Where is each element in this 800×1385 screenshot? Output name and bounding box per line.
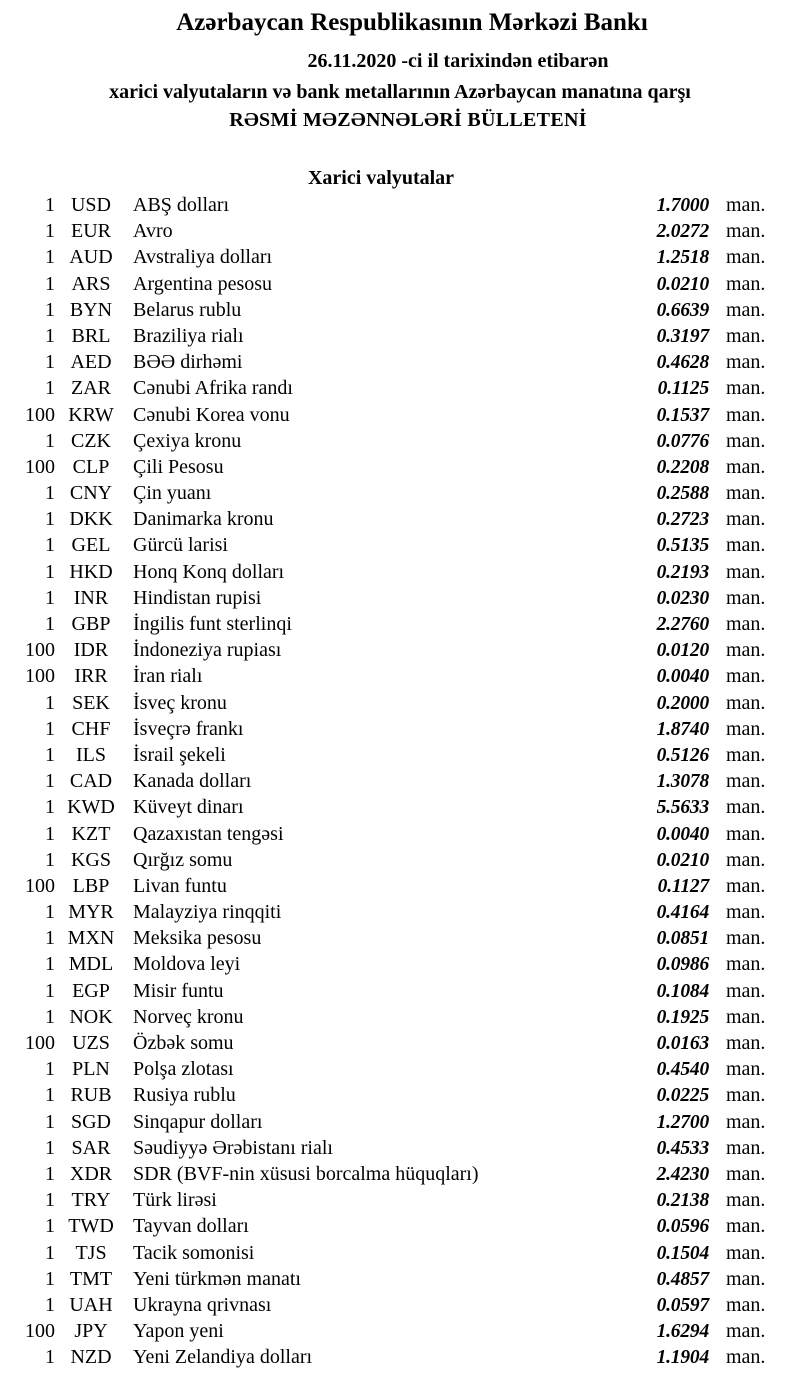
currency-name: Yeni türkmən manatı	[133, 1267, 301, 1290]
currency-quantity: 1	[45, 1110, 55, 1133]
currency-row	[0, 1082, 800, 1108]
currency-row	[0, 716, 800, 742]
rate-unit-label: man.	[726, 665, 766, 688]
currency-row	[0, 1187, 800, 1213]
rate-unit-label: man.	[726, 1241, 766, 1264]
currency-code: EGP	[72, 979, 110, 1002]
currency-quantity: 1	[45, 586, 55, 609]
currency-quantity: 1	[45, 1267, 55, 1290]
currency-name: Tacik somonisi	[133, 1241, 255, 1264]
currency-quantity: 100	[25, 874, 55, 897]
currency-rate: 0.4533	[656, 1137, 709, 1159]
currency-quantity: 1	[45, 796, 55, 819]
currency-code: NOK	[69, 1005, 113, 1028]
currency-rate: 0.0596	[656, 1216, 709, 1238]
currency-rate: 0.5135	[656, 535, 709, 557]
currency-row	[0, 821, 800, 847]
currency-row	[0, 1135, 800, 1161]
currency-rate: 1.2700	[656, 1111, 709, 1133]
currency-rate: 0.0040	[656, 823, 709, 845]
currency-rate: 0.0120	[656, 640, 709, 662]
currency-name: Polşa zlotası	[133, 1058, 234, 1081]
currency-quantity: 1	[45, 534, 55, 557]
currency-quantity: 100	[25, 1320, 55, 1343]
currency-quantity: 1	[45, 194, 55, 216]
currency-row	[0, 297, 800, 323]
rate-unit-label: man.	[726, 508, 766, 531]
currency-quantity: 1	[45, 822, 55, 845]
currency-row	[0, 454, 800, 480]
currency-row	[0, 375, 800, 401]
currency-row	[0, 323, 800, 349]
rate-unit-label: man.	[726, 1136, 766, 1159]
currency-row	[0, 1030, 800, 1056]
currency-row	[0, 244, 800, 270]
currency-quantity: 1	[45, 691, 55, 714]
currency-rate: 0.0230	[656, 587, 709, 609]
currency-quantity: 1	[45, 1084, 55, 1107]
currency-rate: 0.3197	[656, 325, 709, 347]
currency-row	[0, 271, 800, 297]
currency-row	[0, 951, 800, 977]
currency-rate: 5.5633	[656, 797, 709, 819]
currency-code: XDR	[69, 1162, 113, 1185]
currency-quantity: 100	[25, 665, 55, 688]
currency-rate: 1.3078	[656, 771, 709, 793]
rate-unit-label: man.	[726, 586, 766, 609]
rate-unit-label: man.	[726, 717, 766, 740]
currency-code: CHF	[71, 717, 111, 740]
currency-quantity: 1	[45, 770, 55, 793]
currency-name: Küveyt dinarı	[133, 796, 244, 819]
currency-rate: 0.5126	[656, 744, 709, 766]
rate-unit-label: man.	[726, 429, 766, 452]
currency-code: ILS	[76, 743, 106, 766]
currency-rate: 2.0272	[656, 221, 709, 243]
currency-row	[0, 585, 800, 611]
currency-code: JPY	[74, 1320, 108, 1343]
currency-code: SGD	[70, 1110, 111, 1133]
currency-quantity: 1	[45, 351, 55, 374]
currency-rate: 1.2518	[656, 247, 709, 269]
rate-unit-label: man.	[726, 848, 766, 871]
currency-name: Gürcü larisi	[133, 534, 228, 557]
currency-code: USD	[70, 194, 111, 216]
currency-rate: 1.8740	[656, 718, 709, 740]
currency-quantity: 1	[45, 927, 55, 950]
rate-unit-label: man.	[726, 1005, 766, 1028]
currency-quantity: 1	[45, 482, 55, 505]
currency-name: Avstraliya dolları	[133, 246, 273, 269]
currency-name: Cənubi Afrika randı	[133, 377, 293, 400]
currency-code: UZS	[72, 1032, 110, 1054]
rate-unit-label: man.	[726, 1084, 766, 1107]
rate-unit-label: man.	[726, 324, 766, 347]
currency-quantity: 1	[45, 220, 55, 243]
currency-code: AED	[70, 351, 112, 374]
currency-rate: 0.2193	[656, 561, 709, 583]
currency-code: KRW	[68, 403, 114, 426]
currency-rate: 0.2138	[656, 1190, 709, 1212]
rate-unit-label: man.	[726, 979, 766, 1002]
currency-code: TWD	[68, 1215, 114, 1238]
currency-code: TRY	[71, 1189, 111, 1212]
rate-unit-label: man.	[726, 1162, 766, 1185]
currency-row	[0, 1292, 800, 1318]
rate-unit-label: man.	[726, 1110, 766, 1133]
currency-name: Sinqapur dolları	[133, 1110, 263, 1133]
rate-unit-label: man.	[726, 953, 766, 976]
currency-name: Yeni Zelandiya dolları	[133, 1346, 313, 1369]
currency-quantity: 1	[45, 743, 55, 766]
currency-name: Norveç kronu	[133, 1005, 244, 1028]
currency-row	[0, 1161, 800, 1187]
currency-name: Çili Pesosu	[133, 455, 224, 478]
currency-quantity: 100	[25, 455, 55, 478]
currency-row	[0, 532, 800, 558]
rate-unit-label: man.	[726, 220, 766, 243]
currency-quantity: 1	[45, 429, 55, 452]
currency-rate: 1.1904	[656, 1347, 709, 1369]
currency-code: CZK	[71, 429, 111, 452]
currency-quantity: 1	[45, 508, 55, 531]
currency-row	[0, 559, 800, 585]
rate-unit-label: man.	[726, 1267, 766, 1290]
currency-code: MYR	[68, 901, 114, 924]
currency-quantity: 1	[45, 613, 55, 635]
rate-unit-label: man.	[726, 272, 766, 295]
currency-quantity: 1	[45, 1346, 55, 1369]
currency-name: Malayziya rinqqiti	[133, 901, 282, 924]
currency-name: Türk lirəsi	[133, 1189, 217, 1212]
currency-code: CLP	[72, 455, 110, 478]
currency-code: IDR	[73, 639, 109, 662]
currency-rate: 1.6294	[656, 1321, 709, 1343]
rate-unit-label: man.	[726, 1032, 766, 1054]
rate-unit-label: man.	[726, 691, 766, 714]
currency-name: İran rialı	[133, 665, 203, 688]
currency-name: İsrail şekeli	[133, 743, 226, 766]
currency-row	[0, 402, 800, 428]
currency-code: PLN	[72, 1058, 110, 1081]
currency-row	[0, 768, 800, 794]
currency-row	[0, 1056, 800, 1082]
currency-quantity: 1	[45, 246, 55, 269]
bulletin-subtitle: xarici valyutaların və bank metallarının Azərbaycan manatına qarşı	[109, 81, 691, 103]
currency-code: DKK	[69, 508, 113, 531]
currency-rate: 0.1127	[657, 875, 709, 897]
currency-code: ARS	[71, 272, 111, 295]
currency-row	[0, 637, 800, 663]
section-title-foreign-currencies: Xarici valyutalar	[307, 167, 455, 189]
rate-unit-label: man.	[726, 534, 766, 557]
currency-name: İsveç kronu	[133, 691, 227, 714]
currency-quantity: 100	[25, 1032, 55, 1054]
currency-quantity: 1	[45, 560, 55, 583]
currency-code: TMT	[69, 1267, 113, 1290]
currency-name: Çin yuanı	[133, 482, 212, 505]
currency-name: Avro	[133, 220, 173, 243]
rate-unit-label: man.	[726, 613, 766, 635]
currency-rate: 0.0986	[656, 954, 709, 976]
rate-unit-label: man.	[726, 822, 766, 845]
currency-quantity: 1	[45, 953, 55, 976]
currency-name: Cənubi Korea vonu	[133, 403, 290, 426]
currency-row	[0, 1109, 800, 1135]
currency-rate: 0.1537	[656, 404, 709, 426]
currency-row	[0, 1266, 800, 1292]
currency-name: Moldova leyi	[133, 953, 241, 976]
currency-code: ZAR	[71, 377, 111, 400]
currency-rate: 0.1925	[656, 1006, 709, 1028]
currency-code: GBP	[71, 613, 111, 635]
rate-unit-label: man.	[726, 639, 766, 662]
currency-row	[0, 690, 800, 716]
currency-name: İngilis funt sterlinqi	[133, 613, 292, 635]
currency-rate: 0.0210	[656, 273, 709, 295]
rate-unit-label: man.	[726, 1320, 766, 1343]
currency-row	[0, 480, 800, 506]
currency-row	[0, 873, 800, 899]
currency-code: NZD	[70, 1346, 112, 1369]
currency-name: SDR (BVF-nin xüsusi borcalma hüquqları)	[133, 1162, 479, 1185]
bulletin-page	[0, 9, 800, 1385]
currency-quantity: 1	[45, 298, 55, 321]
currency-code: BYN	[69, 298, 113, 321]
currency-rate: 0.0225	[656, 1085, 709, 1107]
currency-name: Səudiyyə Ərəbistanı rialı	[133, 1136, 333, 1159]
currency-rate: 0.1504	[656, 1242, 709, 1264]
rate-unit-label: man.	[726, 1189, 766, 1212]
rate-unit-label: man.	[726, 1346, 766, 1369]
currency-row	[0, 1213, 800, 1239]
rate-unit-label: man.	[726, 246, 766, 269]
rate-unit-label: man.	[726, 298, 766, 321]
currency-code: GEL	[71, 534, 111, 557]
rate-unit-label: man.	[726, 743, 766, 766]
rate-unit-label: man.	[726, 403, 766, 426]
currency-code: AUD	[69, 246, 113, 269]
bulletin-title: RƏSMİ MƏZƏNNƏLƏRİ BÜLLETENİ	[229, 109, 587, 131]
currency-rate: 2.4230	[656, 1163, 709, 1185]
currency-code: BRL	[71, 324, 111, 347]
rate-unit-label: man.	[726, 796, 766, 819]
currency-rate: 0.2588	[656, 483, 709, 505]
currency-name: Honq Konq dolları	[133, 560, 285, 583]
currency-row	[0, 192, 800, 218]
currency-quantity: 1	[45, 1005, 55, 1028]
currency-code: MDL	[68, 953, 114, 976]
currency-code: UAH	[69, 1293, 113, 1316]
currency-row	[0, 978, 800, 1004]
currency-row	[0, 1318, 800, 1344]
currency-row	[0, 506, 800, 532]
currency-row	[0, 899, 800, 925]
currency-name: ABŞ dolları	[133, 194, 230, 216]
currency-name: İsveçrə frankı	[133, 717, 244, 740]
rate-unit-label: man.	[726, 927, 766, 950]
currency-code: MXN	[67, 927, 115, 950]
rate-unit-label: man.	[726, 874, 766, 897]
currency-row	[0, 611, 800, 637]
currency-code: CNY	[69, 482, 113, 505]
currency-rate: 0.2208	[656, 456, 709, 478]
currency-name: BƏƏ dirhəmi	[133, 351, 243, 374]
currency-name: Danimarka kronu	[133, 508, 274, 531]
currency-rate: 0.0210	[656, 849, 709, 871]
currency-row	[0, 1240, 800, 1266]
currency-code: SAR	[71, 1136, 111, 1159]
currency-quantity: 1	[45, 1162, 55, 1185]
currency-name: Yapon yeni	[133, 1320, 224, 1343]
rate-unit-label: man.	[726, 560, 766, 583]
currency-name: Argentina pesosu	[133, 272, 273, 295]
currency-quantity: 1	[45, 979, 55, 1002]
currency-quantity: 1	[45, 1058, 55, 1081]
currency-quantity: 1	[45, 324, 55, 347]
currency-code: SEK	[72, 691, 110, 714]
currency-quantity: 1	[45, 901, 55, 924]
currency-quantity: 100	[25, 403, 55, 426]
effective-date-line: 26.11.2020 -ci il tarixindən etibarən	[307, 50, 609, 72]
rate-unit-label: man.	[726, 901, 766, 924]
currency-name: Misir funtu	[133, 979, 224, 1002]
currency-row	[0, 428, 800, 454]
rate-unit-label: man.	[726, 1215, 766, 1238]
currency-quantity: 1	[45, 848, 55, 871]
currency-row	[0, 742, 800, 768]
rate-unit-label: man.	[726, 377, 766, 400]
currency-rate: 0.0851	[656, 928, 709, 950]
currency-row	[0, 794, 800, 820]
currency-quantity: 1	[45, 1241, 55, 1264]
currency-name: Çexiya kronu	[133, 429, 242, 452]
currency-name: Tayvan dolları	[133, 1215, 249, 1238]
currency-rate: 0.4164	[656, 902, 709, 924]
exchange-rates-table	[0, 192, 800, 1370]
currency-rate: 1.7000	[656, 195, 709, 216]
currency-row	[0, 663, 800, 689]
currency-rate: 0.4628	[656, 352, 709, 374]
rate-unit-label: man.	[726, 1293, 766, 1316]
currency-row	[0, 1004, 800, 1030]
currency-rate: 0.0776	[656, 430, 709, 452]
currency-code: IRR	[74, 665, 108, 688]
currency-name: Qazaxıstan tengəsi	[133, 822, 284, 845]
rate-unit-label: man.	[726, 1058, 766, 1081]
currency-row	[0, 349, 800, 375]
currency-rate: 0.0597	[656, 1294, 709, 1316]
currency-quantity: 1	[45, 1189, 55, 1212]
currency-rate: 0.0040	[656, 666, 709, 688]
currency-rate: 0.0163	[656, 1033, 709, 1054]
currency-rate: 0.1084	[656, 980, 709, 1002]
currency-code: KZT	[71, 822, 111, 845]
currency-rate: 0.2723	[656, 509, 709, 531]
currency-quantity: 1	[45, 1136, 55, 1159]
currency-name: İndoneziya rupiası	[133, 639, 282, 662]
currency-name: Kanada dolları	[133, 770, 252, 793]
currency-name: Ukrayna qrivnası	[133, 1293, 272, 1316]
currency-quantity: 100	[25, 639, 55, 662]
currency-name: Meksika pesosu	[133, 927, 262, 950]
currency-code: LBP	[72, 874, 110, 897]
currency-quantity: 1	[45, 717, 55, 740]
currency-name: Livan funtu	[133, 874, 227, 897]
currency-rate: 0.6639	[656, 299, 709, 321]
currency-name: Hindistan rupisi	[133, 586, 262, 609]
currency-row	[0, 1344, 800, 1370]
currency-row	[0, 847, 800, 873]
currency-code: TJS	[75, 1241, 107, 1264]
currency-rate: 0.1125	[657, 378, 709, 400]
rate-unit-label: man.	[726, 482, 766, 505]
currency-quantity: 1	[45, 272, 55, 295]
currency-code: KGS	[70, 848, 111, 871]
rate-unit-label: man.	[726, 194, 766, 216]
currency-rate: 0.2000	[656, 692, 709, 714]
currency-rate: 0.4540	[656, 1059, 709, 1081]
currency-rate: 2.2760	[656, 614, 709, 635]
rate-unit-label: man.	[726, 455, 766, 478]
currency-rate: 0.4857	[656, 1268, 709, 1290]
currency-row	[0, 925, 800, 951]
currency-quantity: 1	[45, 1215, 55, 1238]
currency-name: Rusiya rublu	[133, 1084, 236, 1107]
rate-unit-label: man.	[726, 770, 766, 793]
currency-code: CAD	[69, 770, 113, 793]
currency-name: Belarus rublu	[133, 298, 242, 321]
currency-row	[0, 218, 800, 244]
currency-code: EUR	[71, 220, 111, 243]
currency-code: HKD	[69, 560, 113, 583]
currency-quantity: 1	[45, 377, 55, 400]
bank-title: Azərbaycan Respublikasının Mərkəzi Bankı	[176, 9, 648, 36]
currency-name: Qırğız somu	[133, 848, 233, 871]
currency-code: KWD	[67, 796, 115, 819]
currency-name: Braziliya rialı	[133, 324, 244, 347]
rate-unit-label: man.	[726, 351, 766, 374]
currency-code: INR	[73, 586, 109, 609]
currency-quantity: 1	[45, 1293, 55, 1316]
currency-code: RUB	[70, 1084, 112, 1107]
currency-name: Özbək somu	[133, 1032, 234, 1054]
